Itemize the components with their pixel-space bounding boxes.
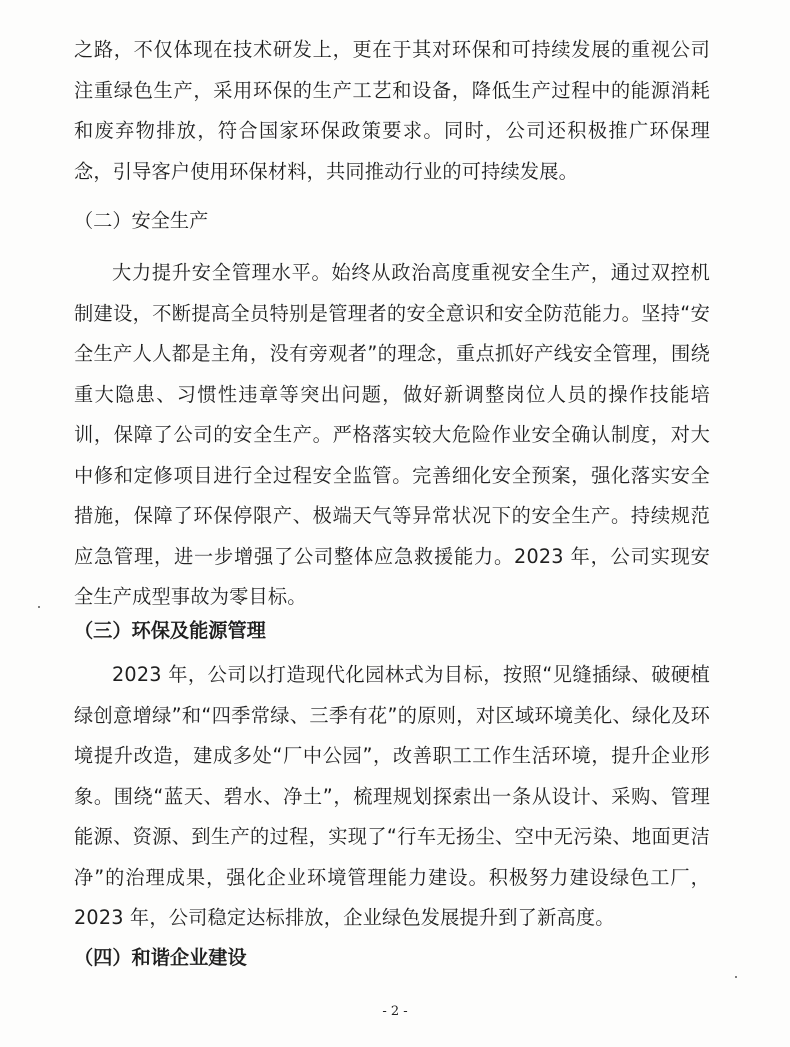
- paragraph-safety: 大力提升安全管理水平。始终从政治高度重视安全生产，通过双控机制建设，不断提高全员特别是管理者的安全意识和安全防范能力。坚持“安全生产人人都是主角，没有旁观者”的理念，重点抓好产线安全管理，围绕重大隐患、习惯性违章等突出问题，做好新调整岗位人员的操作技能培训，保障了公司的安全生产。严格落实较大危险作业安全确认制度，对大中修和定修项目进行全过程安全监管。完善细化安全预案，强化落实安全措施，保障了环保停限产、极端天气等异常状况下的安全生产。持续规范应急管理，进一步增强了公司整体应急救援能力。2023 年，公司实现安全生产成型事故为零目标。: [74, 261, 710, 608]
- scan-speck: [735, 976, 737, 978]
- page-number: - 2 -: [382, 1004, 408, 1019]
- scan-speck: [38, 606, 40, 608]
- section-heading-environment: （三）环保及能源管理: [74, 619, 266, 642]
- paragraph-environment: 2023 年，公司以打造现代化园林式为目标，按照“见缝插绿、破硬植绿创意增绿”和“四季常绿、三季有花”的原则，对区域环境美化、绿化及环境提升改造，建成多处“厂中公园”，改善职工工作生活环境，提升企业形象。围绕“蓝天、碧水、净土”，梳理规划探索出一条从设计、采购、管理能源、资源、到生产的过程，实现了“行车无扬尘、空中无污染、地面更洁净”的治理成果，强化企业环境管理能力建设。积极努力建设绿色工厂，2023 年，公司稳定达标排放，企业绿色发展提升到了新高度。: [74, 663, 710, 929]
- section-heading-safety: （二）安全生产: [74, 209, 209, 232]
- paragraph-environmental-intro: 之路，不仅体现在技术研发上，更在于其对环保和可持续发展的重视公司注重绿色生产，采用环保的生产工艺和设备，降低生产过程中的能源消耗和废弃物排放，符合国家环保政策要求。同时，公司还积极推广环保理念，引导客户使用环保材料，共同推动行业的可持续发展。: [74, 38, 710, 183]
- section-heading-harmony: （四）和谐企业建设: [74, 946, 247, 969]
